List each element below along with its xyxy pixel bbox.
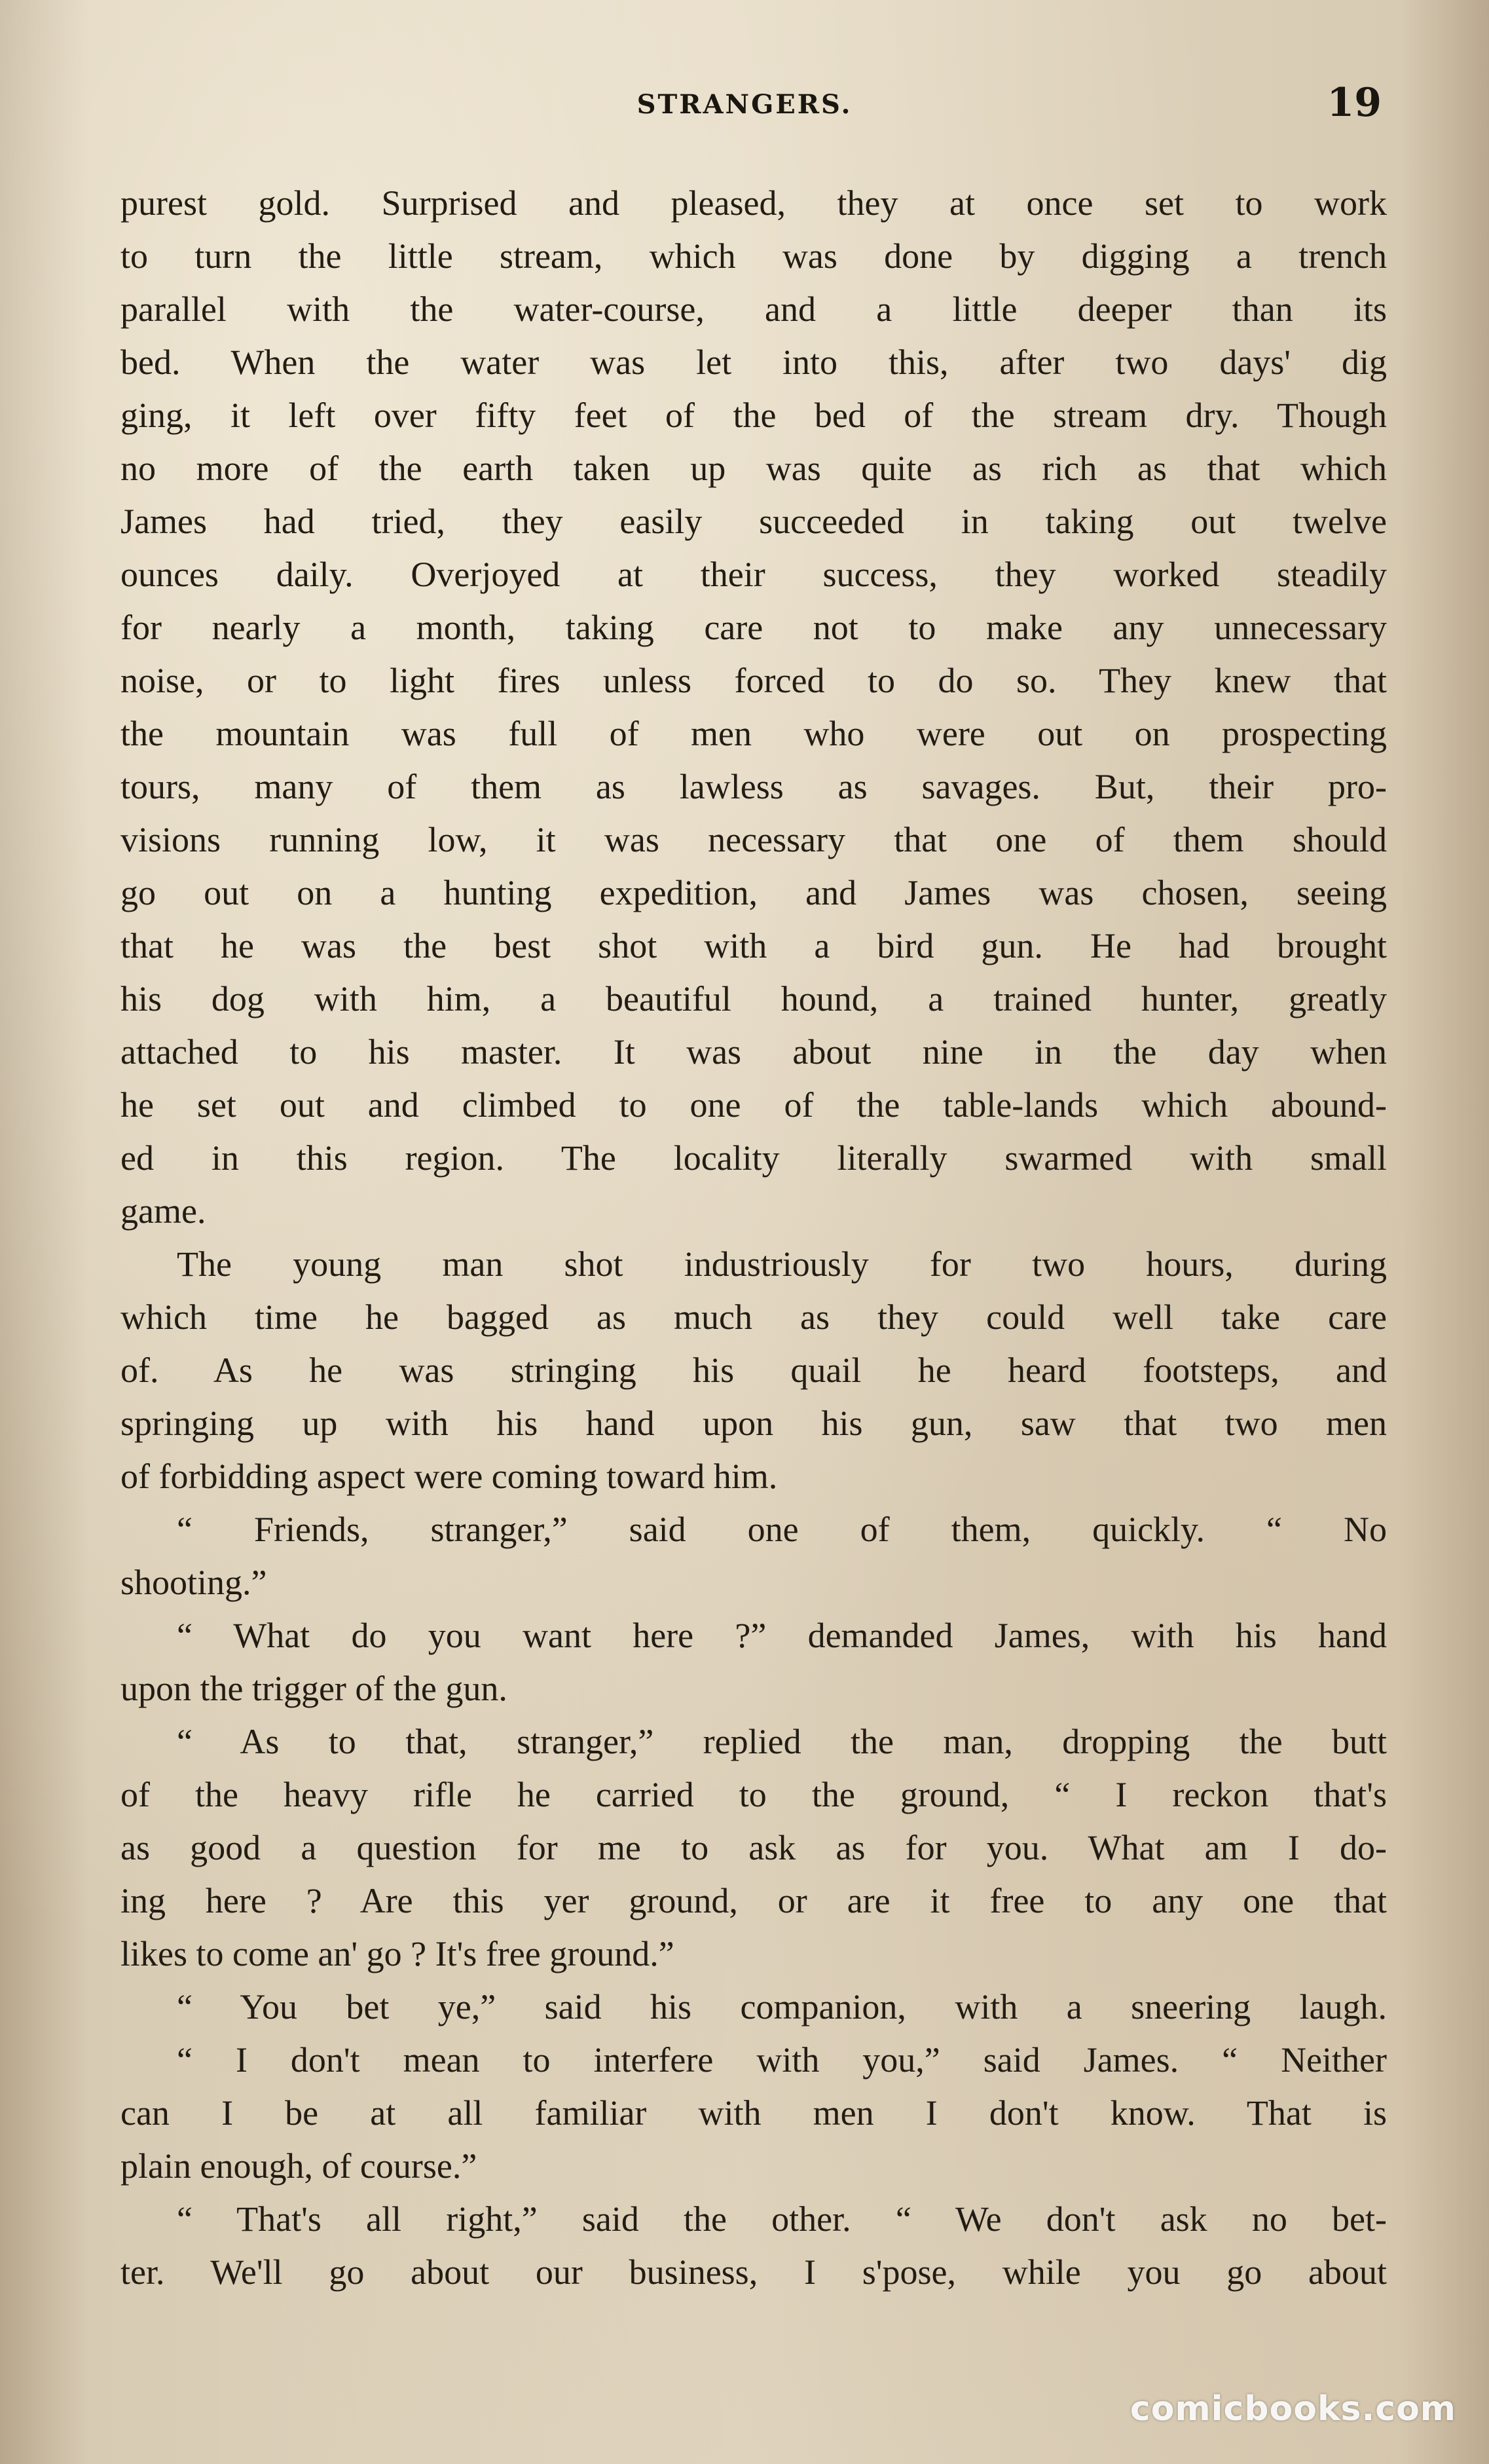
text-line: attached to his master. It was about nine in the day when (120, 1032, 1387, 1072)
page-number: 19 (1327, 80, 1382, 126)
text-line: to turn the little stream, which was done by digging a trench (120, 236, 1387, 276)
text-line: “ What do you want here ?” demanded James, with his hand (177, 1616, 1387, 1655)
text-line: of forbidding aspect were coming toward him. (120, 1457, 778, 1496)
text-line: which time he bagged as much as they could well take care (120, 1297, 1387, 1337)
text-line: “ That's all right,” said the other. “ We don't ask no bet- (177, 2199, 1387, 2239)
text-line: “ You bet ye,” said his companion, with a sneering laugh. (177, 1987, 1387, 2026)
text-line: “ Friends, stranger,” said one of them, quickly. “ No (177, 1510, 1387, 1549)
text-line: ounces daily. Overjoyed at their success, they worked steadily (120, 555, 1387, 594)
text-line: ed in this region. The locality literally swarmed with small (120, 1138, 1387, 1178)
text-line: his dog with him, a beautiful hound, a trained hunter, greatly (120, 979, 1387, 1018)
text-line: tours, many of them as lawless as savages. But, their pro- (120, 767, 1387, 806)
text-line: visions running low, it was necessary that one of them should (120, 820, 1387, 859)
text-line: plain enough, of course.” (120, 2146, 477, 2186)
text-line: bed. When the water was let into this, after two days' dig (120, 343, 1387, 382)
watermark-text: comicbooks.com (1130, 2389, 1456, 2429)
text-line: purest gold. Surprised and pleased, they at once set to work (120, 183, 1387, 223)
text-line: James had tried, they easily succeeded in taking out twelve (120, 502, 1387, 541)
text-line: can I be at all familiar with men I don't know. That is (120, 2093, 1387, 2133)
text-line: of the heavy rifle he carried to the ground, “ I reckon that's (120, 1775, 1387, 1814)
text-line: he set out and climbed to one of the table-lands which abound- (120, 1085, 1387, 1125)
text-line: go out on a hunting expedition, and James was chosen, seeing (120, 873, 1387, 912)
text-line: for nearly a month, taking care not to make any unnecessary (120, 608, 1387, 647)
body-text (120, 177, 1387, 2299)
text-line: shooting.” (120, 1563, 267, 1602)
text-line: parallel with the water-course, and a little deeper than its (120, 289, 1387, 329)
text-line: as good a question for me to ask as for you. What am I do- (120, 1828, 1387, 1867)
text-line: game. (120, 1191, 206, 1231)
text-line: the mountain was full of men who were out on prospecting (120, 714, 1387, 753)
running-head (0, 80, 1489, 132)
text-line: upon the trigger of the gun. (120, 1669, 507, 1708)
text-line: of. As he was stringing his quail he heard footsteps, and (120, 1351, 1387, 1390)
text-line: “ As to that, stranger,” replied the man, dropping the butt (177, 1722, 1387, 1761)
text-line: likes to come an' go ? It's free ground.” (120, 1934, 674, 1973)
text-line: that he was the best shot with a bird gun. He had brought (120, 926, 1387, 965)
text-line: no more of the earth taken up was quite as rich as that which (120, 449, 1387, 488)
text-line: ter. We'll go about our business, I s'pose, while you go about (120, 2252, 1387, 2292)
text-line: noise, or to light fires unless forced to do so. They knew that (120, 661, 1387, 700)
text-line: “ I don't mean to interfere with you,” said James. “ Neither (177, 2040, 1387, 2080)
text-line: ing here ? Are this yer ground, or are it free to any one that (120, 1881, 1387, 1920)
text-line: springing up with his hand upon his gun, saw that two men (120, 1404, 1387, 1443)
text-line: ging, it left over fifty feet of the bed of the stream dry. Though (120, 396, 1387, 435)
text-line: The young man shot industriously for two hours, during (177, 1244, 1387, 1284)
running-title: STRANGERS. (636, 89, 853, 120)
